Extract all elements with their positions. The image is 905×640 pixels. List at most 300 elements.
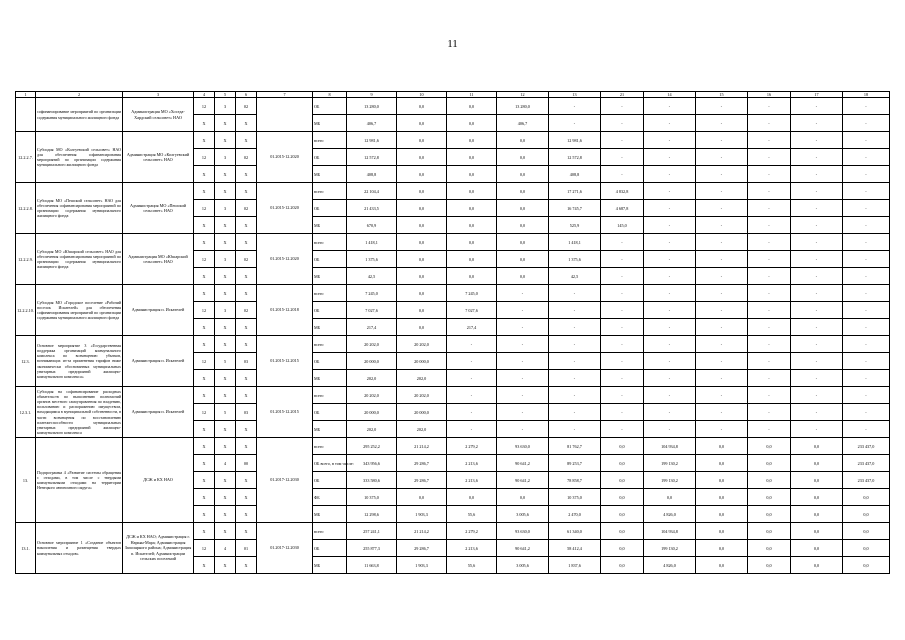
executor: Администрация МО «Хоседа-Хардский сельсовет» НАО bbox=[123, 98, 194, 132]
funding-source: всего bbox=[313, 234, 347, 251]
value-cell: 55,6 bbox=[447, 557, 497, 574]
code-cell: X bbox=[236, 336, 257, 353]
table-row bbox=[16, 285, 890, 302]
value-cell: 233 437,0 bbox=[843, 472, 890, 489]
value-cell: - bbox=[549, 336, 601, 353]
value-cell: 1 418,1 bbox=[347, 234, 397, 251]
code-cell: X bbox=[236, 523, 257, 540]
code-cell: X bbox=[236, 557, 257, 574]
code-cell: 02 bbox=[236, 149, 257, 166]
measure-name: Субсидия на софинансирование расходных обязательств по выполнению полномочий органов местного самоуправления по владению, пользованию и распоряжению имуществом, находящимся в муниципальной собственности, в части возмещения по восстановлению платежеспособности муниципальных унитарных предприятий жилищно-коммунального комплекса bbox=[36, 387, 123, 438]
code-cell: X bbox=[215, 557, 236, 574]
measure-name: Основное мероприятие 3 «Государственная поддержка организаций коммунального комплекса по возмещению убытков, возникающих из-за применения тарифов ниже экономически обоснованных муниципальных унитарных предприятий жилищно-коммунального комплекса» bbox=[36, 336, 123, 387]
value-cell: 0,0 bbox=[791, 472, 843, 489]
value-cell: - bbox=[497, 336, 549, 353]
value-cell: - bbox=[843, 98, 890, 115]
value-cell: - bbox=[644, 217, 696, 234]
code-cell: X bbox=[194, 183, 215, 200]
value-cell: 0,0 bbox=[447, 183, 497, 200]
code-cell: 3 bbox=[215, 200, 236, 217]
value-cell: 295 252,2 bbox=[347, 438, 397, 455]
code-cell: 12 bbox=[194, 404, 215, 421]
period: 01.2015-12.2020 bbox=[257, 132, 313, 183]
value-cell: - bbox=[644, 149, 696, 166]
value-cell: 17 271,6 bbox=[549, 183, 601, 200]
value-cell: - bbox=[644, 234, 696, 251]
value-cell: 525,9 bbox=[549, 217, 601, 234]
funding-source: всего bbox=[313, 523, 347, 540]
value-cell: 0,0 bbox=[696, 540, 748, 557]
value-cell: 20 000,0 bbox=[347, 353, 397, 370]
column-header: 16 bbox=[748, 92, 791, 98]
period: 01.2017-12.2030 bbox=[257, 523, 313, 574]
value-cell: - bbox=[644, 336, 696, 353]
measure-name: Подпрограмма 4 «Развитие системы обращения с отходами, в том числе с твердыми коммунальными отходами на территории Ненецкого автономного округа» bbox=[36, 438, 123, 523]
funding-source: МБ bbox=[313, 421, 347, 438]
value-cell: - bbox=[601, 234, 644, 251]
value-cell: - bbox=[601, 336, 644, 353]
value-cell: 93 630,0 bbox=[497, 438, 549, 455]
value-cell: 0,0 bbox=[601, 489, 644, 506]
funding-source: МБ bbox=[313, 506, 347, 523]
value-cell: - bbox=[696, 268, 748, 285]
value-cell: - bbox=[791, 302, 843, 319]
value-cell: - bbox=[601, 132, 644, 149]
code-cell: X bbox=[236, 319, 257, 336]
value-cell: 0,0 bbox=[644, 489, 696, 506]
value-cell: - bbox=[601, 421, 644, 438]
value-cell: 0,0 bbox=[447, 166, 497, 183]
value-cell: 0,0 bbox=[748, 455, 791, 472]
value-cell: 0,0 bbox=[696, 523, 748, 540]
value-cell: 0,0 bbox=[447, 149, 497, 166]
value-cell: - bbox=[447, 336, 497, 353]
code-cell: X bbox=[194, 268, 215, 285]
value-cell: - bbox=[447, 370, 497, 387]
code-cell: 03 bbox=[236, 353, 257, 370]
value-cell: 0,0 bbox=[497, 132, 549, 149]
value-cell: - bbox=[791, 387, 843, 404]
code-cell: X bbox=[215, 336, 236, 353]
code-cell: X bbox=[215, 489, 236, 506]
value-cell: 0,0 bbox=[497, 166, 549, 183]
code-cell: X bbox=[215, 217, 236, 234]
value-cell: - bbox=[549, 353, 601, 370]
row-number bbox=[16, 98, 36, 132]
code-cell: X bbox=[194, 506, 215, 523]
code-cell: 3 bbox=[215, 302, 236, 319]
period bbox=[257, 98, 313, 132]
value-cell: - bbox=[748, 234, 791, 251]
value-cell: 0,0 bbox=[397, 200, 447, 217]
executor: ДСЖ и КХ НАО bbox=[123, 438, 194, 523]
table-row bbox=[16, 336, 890, 353]
value-cell: 0,0 bbox=[748, 506, 791, 523]
value-cell: - bbox=[843, 251, 890, 268]
code-cell: X bbox=[215, 421, 236, 438]
measure-name: Субсидия МО «Колгуевский сельсовет» НАО для обеспечения софинансирования мероприятий по организации содержания муниципального жилищного фонда bbox=[36, 132, 123, 183]
row-number: 12.3.1. bbox=[16, 387, 36, 438]
value-cell: - bbox=[644, 421, 696, 438]
value-cell: - bbox=[549, 404, 601, 421]
value-cell: - bbox=[644, 251, 696, 268]
value-cell: 0,0 bbox=[791, 506, 843, 523]
column-header: 15 bbox=[696, 92, 748, 98]
code-cell: X bbox=[194, 370, 215, 387]
code-cell: 12 bbox=[194, 353, 215, 370]
code-cell: X bbox=[236, 234, 257, 251]
value-cell: 1 418,1 bbox=[549, 234, 601, 251]
value-cell: - bbox=[843, 149, 890, 166]
value-cell: - bbox=[601, 319, 644, 336]
code-cell: X bbox=[236, 421, 257, 438]
value-cell: 0,0 bbox=[397, 98, 447, 115]
value-cell: 217,4 bbox=[447, 319, 497, 336]
value-cell: - bbox=[601, 404, 644, 421]
value-cell: 145,0 bbox=[601, 217, 644, 234]
value-cell: - bbox=[791, 200, 843, 217]
value-cell: - bbox=[601, 251, 644, 268]
value-cell: 29 286,7 bbox=[397, 540, 447, 557]
code-cell: 3 bbox=[215, 149, 236, 166]
value-cell: - bbox=[601, 370, 644, 387]
value-cell: - bbox=[644, 302, 696, 319]
value-cell: - bbox=[843, 336, 890, 353]
code-cell: X bbox=[194, 336, 215, 353]
value-cell: 0,0 bbox=[601, 506, 644, 523]
value-cell: - bbox=[696, 319, 748, 336]
code-cell: X bbox=[194, 421, 215, 438]
value-cell: 11 663,8 bbox=[347, 557, 397, 574]
value-cell: 21 433,5 bbox=[347, 200, 397, 217]
code-cell: X bbox=[215, 268, 236, 285]
value-cell: 4 832,8 bbox=[601, 183, 644, 200]
value-cell: - bbox=[644, 268, 696, 285]
value-cell: 199 130,2 bbox=[644, 540, 696, 557]
value-cell: - bbox=[497, 353, 549, 370]
value-cell: 20 202,0 bbox=[397, 387, 447, 404]
value-cell: 670,9 bbox=[347, 217, 397, 234]
code-cell: X bbox=[194, 132, 215, 149]
column-header: 5 bbox=[215, 92, 236, 98]
value-cell: 90 641,2 bbox=[497, 540, 549, 557]
code-cell: X bbox=[215, 166, 236, 183]
value-cell: - bbox=[748, 149, 791, 166]
value-cell: - bbox=[601, 387, 644, 404]
code-cell: X bbox=[236, 285, 257, 302]
code-cell: 3 bbox=[215, 251, 236, 268]
column-header: 14 bbox=[644, 92, 696, 98]
value-cell: - bbox=[748, 302, 791, 319]
value-cell: - bbox=[549, 302, 601, 319]
value-cell: - bbox=[696, 302, 748, 319]
period: 01.2017-12.2030 bbox=[257, 438, 313, 523]
value-cell: 0,0 bbox=[748, 557, 791, 574]
column-header: 1 bbox=[16, 92, 36, 98]
code-cell: X bbox=[194, 557, 215, 574]
table-row bbox=[16, 438, 890, 455]
value-cell: - bbox=[791, 115, 843, 132]
value-cell: 0,0 bbox=[497, 183, 549, 200]
value-cell: 55,6 bbox=[447, 506, 497, 523]
value-cell: - bbox=[791, 132, 843, 149]
value-cell: - bbox=[696, 217, 748, 234]
value-cell: 0,0 bbox=[843, 523, 890, 540]
value-cell: 0,0 bbox=[497, 217, 549, 234]
code-cell: X bbox=[194, 285, 215, 302]
column-header: 3 bbox=[123, 92, 194, 98]
column-header: 10 bbox=[397, 92, 447, 98]
code-cell: X bbox=[215, 183, 236, 200]
value-cell: 21 214,2 bbox=[397, 523, 447, 540]
value-cell: - bbox=[644, 387, 696, 404]
value-cell: 0,0 bbox=[397, 217, 447, 234]
code-cell: X bbox=[194, 319, 215, 336]
row-number: 12.3. bbox=[16, 336, 36, 387]
value-cell: 0,0 bbox=[843, 540, 890, 557]
value-cell: 90 641,2 bbox=[497, 472, 549, 489]
value-cell: 0,0 bbox=[497, 268, 549, 285]
value-cell: - bbox=[696, 132, 748, 149]
row-number: 12.2.2.7. bbox=[16, 132, 36, 183]
funding-source: МБ bbox=[313, 268, 347, 285]
value-cell: 0,0 bbox=[447, 251, 497, 268]
value-cell: 13 280,0 bbox=[497, 98, 549, 115]
value-cell: 90 641,2 bbox=[497, 455, 549, 472]
funding-source: ОБ bbox=[313, 200, 347, 217]
funding-source: МБ bbox=[313, 217, 347, 234]
value-cell: 255 877,3 bbox=[347, 540, 397, 557]
value-cell: - bbox=[696, 149, 748, 166]
column-header: 2 bbox=[36, 92, 123, 98]
code-cell: X bbox=[236, 489, 257, 506]
value-cell: 0,0 bbox=[696, 557, 748, 574]
code-cell: 02 bbox=[236, 302, 257, 319]
column-header: 6 bbox=[236, 92, 257, 98]
code-cell: X bbox=[194, 234, 215, 251]
value-cell: 0,0 bbox=[748, 489, 791, 506]
funding-source: ФБ bbox=[313, 489, 347, 506]
funding-source: ОБ bbox=[313, 98, 347, 115]
value-cell: 10 375,0 bbox=[549, 489, 601, 506]
code-cell: 12 bbox=[194, 540, 215, 557]
column-header: 7 bbox=[257, 92, 313, 98]
value-cell: - bbox=[843, 200, 890, 217]
code-cell: X bbox=[236, 115, 257, 132]
row-number: 13.1. bbox=[16, 523, 36, 574]
value-cell: 0,0 bbox=[397, 166, 447, 183]
value-cell: 0,0 bbox=[447, 132, 497, 149]
value-cell: - bbox=[843, 421, 890, 438]
value-cell: - bbox=[843, 166, 890, 183]
code-cell: X bbox=[236, 438, 257, 455]
value-cell: 0,0 bbox=[497, 149, 549, 166]
code-cell: 02 bbox=[236, 200, 257, 217]
value-cell: 0,0 bbox=[397, 132, 447, 149]
value-cell: - bbox=[644, 115, 696, 132]
code-cell: X bbox=[236, 370, 257, 387]
code-cell: X bbox=[215, 523, 236, 540]
code-cell: X bbox=[215, 387, 236, 404]
value-cell: 0,0 bbox=[397, 251, 447, 268]
code-cell: X bbox=[194, 115, 215, 132]
value-cell: 22 104,4 bbox=[347, 183, 397, 200]
value-cell: - bbox=[447, 421, 497, 438]
value-cell: - bbox=[447, 404, 497, 421]
value-cell: - bbox=[791, 370, 843, 387]
value-cell: - bbox=[497, 370, 549, 387]
executor: Администрация п. Искателей bbox=[123, 336, 194, 387]
value-cell: - bbox=[791, 149, 843, 166]
value-cell: 199 130,2 bbox=[644, 455, 696, 472]
code-cell: 5 bbox=[215, 353, 236, 370]
value-cell: 20 202,0 bbox=[347, 336, 397, 353]
value-cell: 202,0 bbox=[347, 370, 397, 387]
value-cell: - bbox=[696, 98, 748, 115]
value-cell: - bbox=[696, 336, 748, 353]
value-cell: 1 837,6 bbox=[549, 557, 601, 574]
funding-source: ОБ bbox=[313, 404, 347, 421]
value-cell: - bbox=[843, 353, 890, 370]
value-cell: - bbox=[549, 98, 601, 115]
value-cell: 0,0 bbox=[696, 455, 748, 472]
value-cell: - bbox=[748, 268, 791, 285]
funding-source: всего bbox=[313, 438, 347, 455]
value-cell: 4 826,0 bbox=[644, 557, 696, 574]
value-cell: 3 005,6 bbox=[497, 506, 549, 523]
value-cell: - bbox=[843, 234, 890, 251]
value-cell: 0,0 bbox=[397, 285, 447, 302]
value-cell: - bbox=[497, 404, 549, 421]
value-cell: 0,0 bbox=[447, 489, 497, 506]
value-cell: 21 214,2 bbox=[397, 438, 447, 455]
value-cell: - bbox=[696, 251, 748, 268]
value-cell: 202,0 bbox=[397, 421, 447, 438]
value-cell: - bbox=[549, 421, 601, 438]
value-cell: - bbox=[601, 268, 644, 285]
value-cell: 199 130,2 bbox=[644, 472, 696, 489]
value-cell: - bbox=[601, 166, 644, 183]
value-cell: - bbox=[696, 370, 748, 387]
value-cell: 202,0 bbox=[397, 370, 447, 387]
period: 01.2015-12.2020 bbox=[257, 183, 313, 234]
value-cell: 217,4 bbox=[347, 319, 397, 336]
value-cell: - bbox=[748, 98, 791, 115]
code-cell: X bbox=[215, 472, 236, 489]
value-cell: - bbox=[497, 421, 549, 438]
column-header: 11 bbox=[447, 92, 497, 98]
funding-source: ОБ bbox=[313, 472, 347, 489]
table-row bbox=[16, 523, 890, 540]
value-cell: 0,0 bbox=[397, 319, 447, 336]
value-cell: - bbox=[644, 200, 696, 217]
value-cell: 2 279,2 bbox=[447, 523, 497, 540]
funding-source: ОБ bbox=[313, 353, 347, 370]
program-table bbox=[15, 91, 890, 574]
code-cell: 12 bbox=[194, 302, 215, 319]
value-cell: - bbox=[791, 98, 843, 115]
value-cell: - bbox=[644, 132, 696, 149]
period: 01.2015-12.2020 bbox=[257, 234, 313, 285]
value-cell: - bbox=[644, 183, 696, 200]
code-cell: X bbox=[236, 183, 257, 200]
code-cell: X bbox=[236, 268, 257, 285]
value-cell: - bbox=[843, 183, 890, 200]
value-cell: - bbox=[601, 353, 644, 370]
value-cell: 2 213,6 bbox=[447, 540, 497, 557]
code-cell: X bbox=[194, 438, 215, 455]
value-cell: 0,0 bbox=[601, 523, 644, 540]
funding-source: МБ bbox=[313, 557, 347, 574]
value-cell: 0,0 bbox=[791, 489, 843, 506]
value-cell: - bbox=[748, 404, 791, 421]
value-cell: - bbox=[791, 319, 843, 336]
code-cell: X bbox=[194, 472, 215, 489]
value-cell: - bbox=[791, 353, 843, 370]
measure-name: софинансирование мероприятий по организации содержания муниципального жилищного фонда bbox=[36, 98, 123, 132]
value-cell: 0,0 bbox=[748, 438, 791, 455]
value-cell: 81 762,7 bbox=[549, 438, 601, 455]
funding-source: ОБ всего, в том числе: bbox=[313, 455, 347, 472]
value-cell: 12 298,6 bbox=[347, 506, 397, 523]
value-cell: - bbox=[497, 302, 549, 319]
column-header: 9 bbox=[347, 92, 397, 98]
code-cell: X bbox=[215, 234, 236, 251]
value-cell: 202,0 bbox=[347, 421, 397, 438]
value-cell: - bbox=[447, 387, 497, 404]
code-cell: X bbox=[215, 506, 236, 523]
executor: Администрация МО «Пешский сельсовет» НАО bbox=[123, 183, 194, 234]
value-cell: 0,0 bbox=[447, 217, 497, 234]
table-row bbox=[16, 98, 890, 115]
funding-source: ОБ bbox=[313, 302, 347, 319]
value-cell: - bbox=[497, 387, 549, 404]
value-cell: 0,0 bbox=[748, 472, 791, 489]
value-cell: 0,0 bbox=[696, 438, 748, 455]
value-cell: 12 981,6 bbox=[549, 132, 601, 149]
code-cell: X bbox=[236, 132, 257, 149]
code-cell: 02 bbox=[236, 251, 257, 268]
value-cell: - bbox=[791, 217, 843, 234]
code-cell: X bbox=[215, 370, 236, 387]
value-cell: - bbox=[748, 166, 791, 183]
table-row bbox=[16, 234, 890, 251]
value-cell: - bbox=[549, 387, 601, 404]
value-cell: - bbox=[748, 421, 791, 438]
row-number: 13. bbox=[16, 438, 36, 523]
value-cell: 0,0 bbox=[791, 455, 843, 472]
value-cell: - bbox=[549, 115, 601, 132]
value-cell: - bbox=[748, 285, 791, 302]
value-cell: - bbox=[696, 285, 748, 302]
value-cell: 0,0 bbox=[397, 268, 447, 285]
value-cell: 0,0 bbox=[748, 523, 791, 540]
measure-name: Субсидия МО «Пешский сельсовет» НАО для обеспечения софинансирования мероприятий по организации содержания муниципального жилищного фонда bbox=[36, 183, 123, 234]
value-cell: 0,0 bbox=[497, 251, 549, 268]
value-cell: 408,8 bbox=[347, 166, 397, 183]
column-header: 13 bbox=[549, 92, 601, 98]
value-cell: - bbox=[748, 387, 791, 404]
value-cell: 333 580,6 bbox=[347, 472, 397, 489]
value-cell: - bbox=[601, 115, 644, 132]
value-cell: - bbox=[748, 132, 791, 149]
funding-source: МБ bbox=[313, 115, 347, 132]
code-cell: 12 bbox=[194, 200, 215, 217]
value-cell: - bbox=[748, 319, 791, 336]
value-cell: 0,0 bbox=[397, 183, 447, 200]
table-row bbox=[16, 183, 890, 200]
code-cell: 5 bbox=[215, 404, 236, 421]
